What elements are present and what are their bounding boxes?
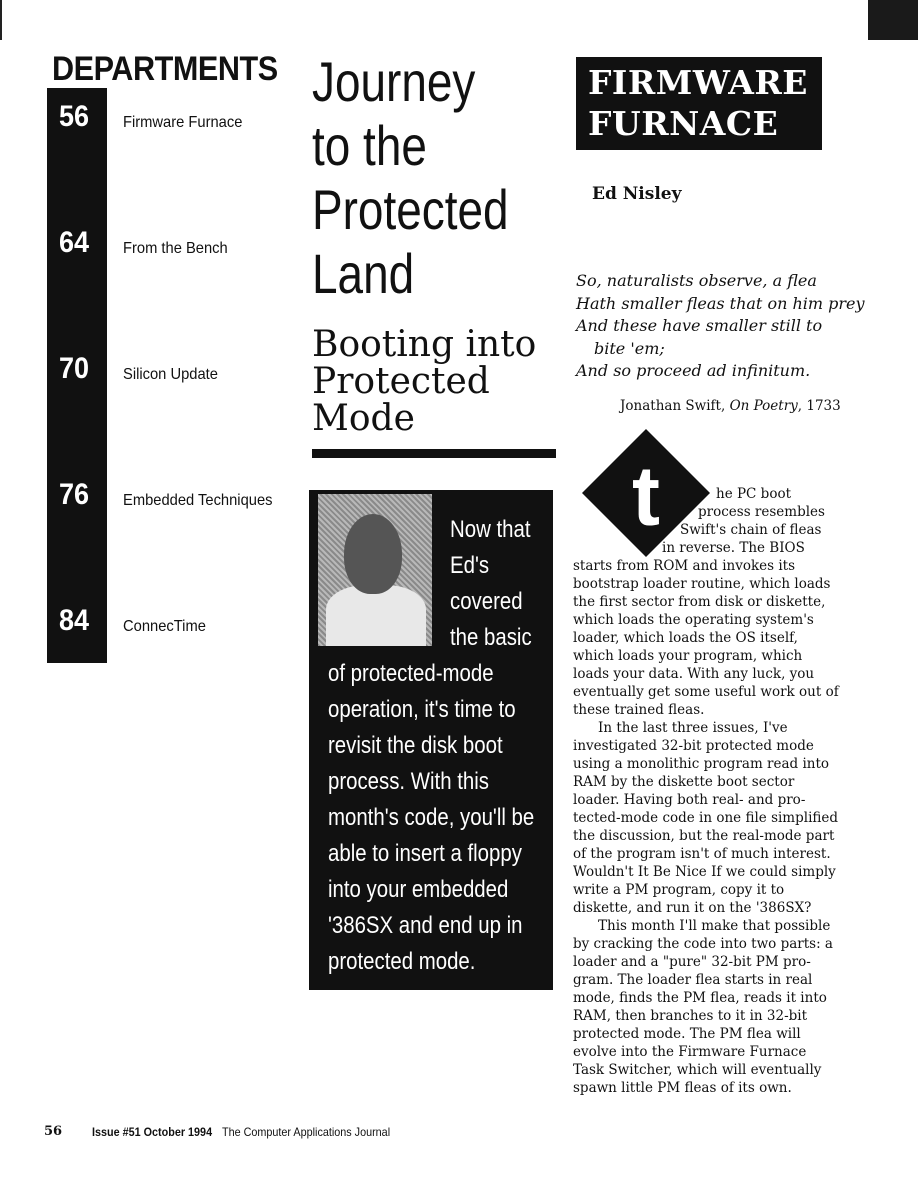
- article-subhead: [312, 326, 552, 437]
- attribution-author: Jonathan Swift,: [620, 398, 730, 414]
- author-photo-face: [344, 514, 402, 594]
- banner-line: FIRMWARE: [588, 63, 808, 102]
- teaser-line: revisit the disk boot: [328, 732, 503, 759]
- body-line: using a monolithic program read into: [573, 756, 830, 772]
- body-line: loader. Having both real- and pro-: [573, 792, 806, 808]
- headline-line: Journey: [312, 50, 476, 113]
- banner-line: FURNACE: [588, 104, 779, 143]
- page-number: 56: [44, 1124, 63, 1139]
- teaser-line: month's code, you'll be: [328, 804, 535, 831]
- body-line: spawn little PM fleas of its own.: [573, 1080, 792, 1096]
- body-line: RAM by the diskette boot sector: [573, 774, 795, 790]
- body-line: investigated 32-bit protected mode: [573, 738, 814, 754]
- body-line: Wouldn't It Be Nice If we could simply: [573, 864, 836, 880]
- article-headline: [312, 50, 509, 306]
- body-line: the first sector from disk or diskette,: [573, 594, 826, 610]
- body-line: In the last three issues, I've: [598, 720, 788, 736]
- attribution-year: , 1733: [797, 398, 841, 414]
- subhead-line: Mode: [312, 398, 415, 439]
- body-line: loader, which loads the OS itself,: [573, 630, 798, 646]
- body-line: the discussion, but the real-mode part: [573, 828, 835, 844]
- margin-rule: [0, 0, 2, 40]
- teaser-line: into your embedded: [328, 876, 509, 903]
- body-line: eventually get some useful work out of: [573, 684, 839, 700]
- epigraph-line: So, naturalists observe, a flea: [576, 271, 817, 290]
- department-label: ConnecTime: [123, 618, 206, 635]
- department-page: 84: [59, 604, 90, 637]
- subhead-line: Booting into: [312, 324, 537, 365]
- body-line: these trained fleas.: [573, 702, 705, 718]
- body-line: tected-mode code in one file simplified: [573, 810, 839, 826]
- epigraph-line: Hath smaller fleas that on him prey: [576, 293, 865, 313]
- body-line: which loads the operating system's: [573, 612, 814, 628]
- issue-info: Issue #51 October 1994: [92, 1125, 213, 1139]
- body-line: in reverse. The BIOS: [662, 540, 805, 556]
- subhead-line: Protected: [312, 361, 490, 402]
- body-line: RAM, then branches to it in 32-bit: [573, 1008, 808, 1024]
- body-line: write a PM program, copy it to: [573, 882, 785, 898]
- departments-title: DEPARTMENTS: [52, 50, 278, 88]
- epigraph-line: And so proceed ad infinitum.: [576, 361, 811, 380]
- teaser-line: Ed's: [450, 552, 490, 579]
- drop-cap-letter: t: [632, 449, 660, 543]
- body-line: mode, finds the PM flea, reads it into: [573, 990, 827, 1006]
- teaser-line: able to insert a floppy: [328, 840, 522, 867]
- department-label: Firmware Furnace: [123, 114, 243, 131]
- teaser-line: protected mode.: [328, 948, 476, 975]
- teaser-line: process. With this: [328, 768, 489, 795]
- headline-line: to the: [312, 114, 427, 177]
- teaser-line: the basic: [450, 624, 532, 651]
- body-line: loads your data. With any luck, you: [573, 666, 815, 682]
- teaser-line: operation, it's time to: [328, 696, 516, 723]
- body-line: Swift's chain of fleas: [680, 522, 822, 538]
- department-page: 70: [59, 352, 90, 385]
- department-label: Silicon Update: [123, 366, 218, 383]
- department-page: 64: [59, 226, 90, 259]
- body-line: process resembles: [698, 504, 825, 520]
- section-tab: [868, 0, 918, 40]
- body-line: loader and a "pure" 32-bit PM pro-: [573, 954, 811, 970]
- journal-name: The Computer Applications Journal: [222, 1125, 391, 1139]
- body-line: Task Switcher, which will eventually: [573, 1062, 822, 1078]
- body-line: which loads your program, which: [573, 648, 803, 664]
- body-line: of the program isn't of much interest.: [573, 846, 831, 862]
- department-label: Embedded Techniques: [123, 492, 273, 509]
- epigraph-line: And these have smaller still to: [576, 316, 823, 335]
- body-line: diskette, and run it on the '386SX?: [573, 900, 812, 916]
- byline: Ed Nisley: [592, 184, 682, 204]
- column-banner-title: [588, 62, 808, 144]
- department-page: 56: [59, 100, 90, 133]
- department-label: From the Bench: [123, 240, 228, 257]
- teaser-line: covered: [450, 588, 523, 615]
- epigraph-attribution: [620, 398, 841, 414]
- author-photo-shirt: [326, 585, 426, 646]
- headline-rule: [312, 449, 556, 458]
- body-line: starts from ROM and invokes its: [573, 558, 796, 574]
- body-line: gram. The loader flea starts in real: [573, 972, 813, 988]
- epigraph: [576, 270, 865, 383]
- headline-line: Land: [312, 242, 415, 305]
- headline-line: Protected: [312, 178, 509, 241]
- body-line: by cracking the code into two parts: a: [573, 936, 833, 952]
- epigraph-line: bite 'em;: [594, 338, 665, 358]
- body-line: This month I'll make that possible: [598, 918, 831, 934]
- body-line: evolve into the Firmware Furnace: [573, 1044, 807, 1060]
- teaser-line: of protected-mode: [328, 660, 494, 687]
- teaser-line: Now that: [450, 516, 531, 543]
- body-line: bootstrap loader routine, which loads: [573, 576, 831, 592]
- body-line: protected mode. The PM flea will: [573, 1026, 801, 1042]
- attribution-work: On Poetry: [729, 398, 798, 414]
- body-line: he PC boot: [716, 486, 792, 502]
- teaser-line: '386SX and end up in: [328, 912, 523, 939]
- department-page: 76: [59, 478, 90, 511]
